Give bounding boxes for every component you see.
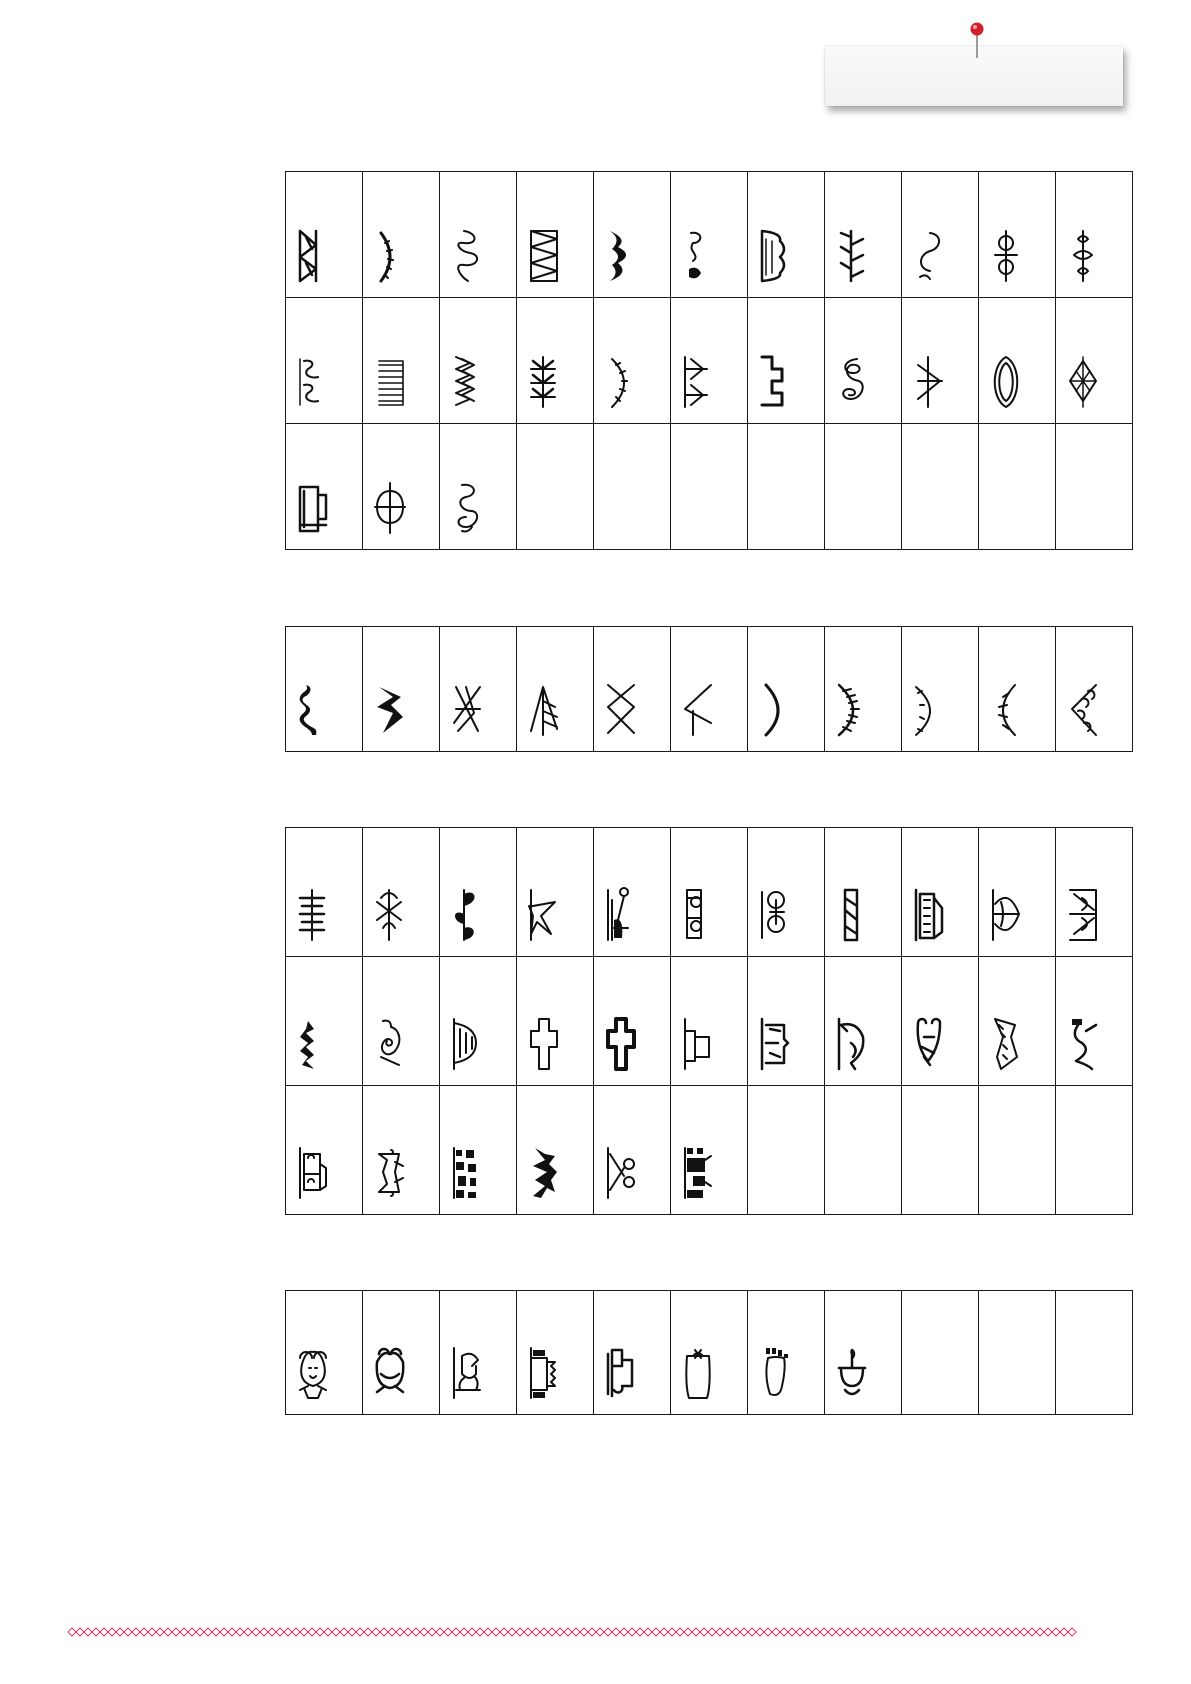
house-block-icon — [914, 888, 944, 942]
leaf-sprig-icon — [452, 888, 482, 942]
empty-cell — [1056, 1086, 1133, 1215]
arrow-triangle-icon — [914, 355, 944, 409]
stitch-row — [286, 1086, 1133, 1215]
stitch-cell[interactable] — [517, 1291, 594, 1415]
shell-dome-icon — [452, 1017, 482, 1071]
stitch-cell[interactable] — [594, 627, 671, 752]
dolphin-icon — [837, 1017, 867, 1071]
stitch-cell[interactable] — [671, 957, 748, 1086]
empty-cell — [671, 424, 748, 550]
empty-cell — [902, 1086, 979, 1215]
empty-cell — [979, 424, 1056, 550]
arch-block-icon — [760, 229, 790, 283]
cross-bold-icon — [606, 1017, 636, 1071]
scallop-arc-icon — [914, 683, 944, 737]
wavy-ribbon-icon — [298, 683, 328, 737]
dotted-arc-icon — [606, 355, 636, 409]
stitch-cell[interactable] — [825, 828, 902, 957]
snail-icon — [375, 1017, 405, 1071]
pacifier-icon — [837, 1346, 867, 1400]
tea-cart-icon — [298, 1146, 328, 1200]
stitch-cell[interactable] — [517, 172, 594, 298]
heart-chain-icon — [1068, 683, 1098, 737]
stitch-cell[interactable] — [363, 1291, 440, 1415]
stitch-cell[interactable] — [286, 627, 363, 752]
stitch-cell[interactable] — [440, 957, 517, 1086]
stitch-cell[interactable] — [979, 957, 1056, 1086]
stitch-cell[interactable] — [825, 172, 902, 298]
stitch-cell[interactable] — [440, 1086, 517, 1215]
bottle-icon — [837, 888, 867, 942]
stitch-cell[interactable] — [440, 298, 517, 424]
duck-block-icon — [529, 1346, 559, 1400]
pushpin-icon — [964, 18, 990, 60]
stitch-cell[interactable] — [1056, 627, 1133, 752]
stitch-row — [286, 957, 1133, 1086]
stitch-cell[interactable] — [902, 957, 979, 1086]
zigzag-cross-icon — [606, 683, 636, 737]
diamond-tree-icon — [529, 355, 559, 409]
diamond-cross-icon — [1068, 355, 1098, 409]
stitch-cell[interactable] — [594, 1291, 671, 1415]
loop-chain-icon — [452, 229, 482, 283]
circle-cross-icon — [375, 481, 405, 535]
stitch-cell[interactable] — [440, 172, 517, 298]
cross-star-icon — [452, 683, 482, 737]
stitch-cell[interactable] — [748, 627, 825, 752]
stitch-cell[interactable] — [671, 627, 748, 752]
stitch-cell[interactable] — [594, 1086, 671, 1215]
stitch-cell[interactable] — [517, 627, 594, 752]
heart-wave-icon — [298, 1017, 328, 1071]
stitch-row — [286, 828, 1133, 957]
stitch-cell[interactable] — [671, 1291, 748, 1415]
decorative-diamond-border — [68, 1626, 1080, 1642]
bicycle-icon — [760, 888, 790, 942]
star-outline-icon — [529, 888, 559, 942]
stitch-cell[interactable] — [671, 172, 748, 298]
seahorse-icon — [1068, 1017, 1098, 1071]
chevron-line-icon — [683, 683, 713, 737]
flower-chain-icon — [991, 229, 1021, 283]
frog-icon — [375, 1346, 405, 1400]
empty-cell — [825, 424, 902, 550]
stitch-cell[interactable] — [825, 298, 902, 424]
stitch-cell[interactable] — [748, 172, 825, 298]
stitch-cell[interactable] — [979, 172, 1056, 298]
stitch-cell[interactable] — [286, 1086, 363, 1215]
stitch-cell[interactable] — [979, 298, 1056, 424]
stitch-grid-1 — [285, 171, 1133, 550]
flower-pot-icon — [452, 1146, 482, 1200]
empty-cell — [748, 1086, 825, 1215]
empty-cell — [902, 1291, 979, 1415]
bow-ribbon-icon — [375, 888, 405, 942]
stitch-cell[interactable] — [671, 1086, 748, 1215]
wave-scallop-icon — [606, 229, 636, 283]
stitch-row — [286, 298, 1133, 424]
ess-curve-icon — [914, 229, 944, 283]
empty-cell — [1056, 1291, 1133, 1415]
teddy-bear-icon — [298, 1346, 328, 1400]
machine-block-icon — [298, 481, 328, 535]
scallop-right-icon — [375, 229, 405, 283]
stitch-cell[interactable] — [286, 957, 363, 1086]
stitch-cell[interactable] — [363, 828, 440, 957]
empty-cell — [825, 1086, 902, 1215]
stitch-cell[interactable] — [286, 828, 363, 957]
stitch-cell[interactable] — [440, 1291, 517, 1415]
stitch-cell[interactable] — [748, 298, 825, 424]
parenthesis-icon — [760, 683, 790, 737]
box-zigzag-icon — [529, 229, 559, 283]
empty-cell — [902, 424, 979, 550]
step-block-icon — [760, 355, 790, 409]
satin-bars-icon — [375, 355, 405, 409]
feather-arrow-icon — [529, 683, 559, 737]
stitch-cell[interactable] — [1056, 957, 1133, 1086]
rocking-horse-icon — [452, 1346, 482, 1400]
empty-cell — [517, 424, 594, 550]
stitch-cell[interactable] — [363, 1086, 440, 1215]
umbrella-icon — [991, 888, 1021, 942]
stitch-cell[interactable] — [594, 828, 671, 957]
castle-icon — [683, 1146, 713, 1200]
empty-cell — [748, 424, 825, 550]
butterfly-icon — [1068, 888, 1098, 942]
ellipse-oval-icon — [991, 355, 1021, 409]
flower-rack-icon — [683, 888, 713, 942]
stitch-row — [286, 172, 1133, 298]
stitch-cell[interactable] — [594, 298, 671, 424]
toy-car-icon — [606, 1346, 636, 1400]
stitch-cell[interactable] — [748, 828, 825, 957]
stitch-cell[interactable] — [363, 957, 440, 1086]
arrow-heads-icon — [683, 355, 713, 409]
cross-outline-icon — [529, 1017, 559, 1071]
stitch-cell[interactable] — [979, 627, 1056, 752]
scissors-icon — [606, 1146, 636, 1200]
tractor-block-icon — [683, 1017, 713, 1071]
stitch-cell[interactable] — [517, 1086, 594, 1215]
leaf-scallop-icon — [298, 355, 328, 409]
empty-cell — [979, 1291, 1056, 1415]
spiral-wave-icon — [837, 355, 867, 409]
stitch-cell[interactable] — [825, 957, 902, 1086]
stitch-cell[interactable] — [902, 828, 979, 957]
stitch-cell[interactable] — [517, 298, 594, 424]
stitch-cell[interactable] — [1056, 828, 1133, 957]
triangle-chain-icon — [452, 355, 482, 409]
crown-icon — [375, 1146, 405, 1200]
cow-icon — [760, 1017, 790, 1071]
stitch-cell[interactable] — [440, 828, 517, 957]
stitch-cell[interactable] — [1056, 298, 1133, 424]
stitch-cell[interactable] — [825, 1291, 902, 1415]
stitch-cell[interactable] — [517, 957, 594, 1086]
feather-arc-icon — [837, 683, 867, 737]
stitch-cell[interactable] — [671, 298, 748, 424]
foot-icon — [760, 1346, 790, 1400]
guitar-icon — [606, 888, 636, 942]
empty-cell — [594, 424, 671, 550]
stitch-cell[interactable] — [286, 424, 363, 550]
stitch-grid-4 — [285, 1290, 1133, 1415]
stitch-cell[interactable] — [594, 172, 671, 298]
empty-cell — [1056, 424, 1133, 550]
bold-knot-icon — [375, 683, 405, 737]
stitch-cell[interactable] — [671, 828, 748, 957]
stitch-cell[interactable] — [1056, 172, 1133, 298]
stitch-cell[interactable] — [594, 957, 671, 1086]
spiral-loop-icon — [452, 481, 482, 535]
stitch-row — [286, 424, 1133, 550]
stitch-cell[interactable] — [286, 1291, 363, 1415]
stitch-cell[interactable] — [363, 172, 440, 298]
stitch-cell[interactable] — [979, 828, 1056, 957]
stitch-cell[interactable] — [440, 627, 517, 752]
tree-bush-icon — [529, 1146, 559, 1200]
empty-cell — [979, 1086, 1056, 1215]
fan-arc-icon — [991, 683, 1021, 737]
fern-branch-icon — [837, 229, 867, 283]
curl-heart-icon — [683, 229, 713, 283]
stitch-grid-3 — [285, 827, 1133, 1215]
stitch-row — [286, 627, 1133, 752]
stitch-cell[interactable] — [902, 627, 979, 752]
stitch-cell[interactable] — [286, 298, 363, 424]
stitch-cell[interactable] — [748, 957, 825, 1086]
crocodile-icon — [991, 1017, 1021, 1071]
teddy-face-icon — [914, 1017, 944, 1071]
stitch-cell[interactable] — [902, 298, 979, 424]
stitch-cell[interactable] — [902, 172, 979, 298]
stitch-row — [286, 1291, 1133, 1415]
fir-branch-icon — [298, 888, 328, 942]
bib-icon — [683, 1346, 713, 1400]
stitch-cell[interactable] — [825, 627, 902, 752]
stitch-grid-2 — [285, 626, 1133, 752]
stitch-cell[interactable] — [440, 424, 517, 550]
stitch-cell[interactable] — [286, 172, 363, 298]
stitch-cell[interactable] — [363, 298, 440, 424]
crown-zigzag-icon — [298, 229, 328, 283]
stitch-cell[interactable] — [363, 424, 440, 550]
cross-flower-icon — [1068, 229, 1098, 283]
stitch-cell[interactable] — [517, 828, 594, 957]
stitch-cell[interactable] — [363, 627, 440, 752]
stitch-cell[interactable] — [748, 1291, 825, 1415]
